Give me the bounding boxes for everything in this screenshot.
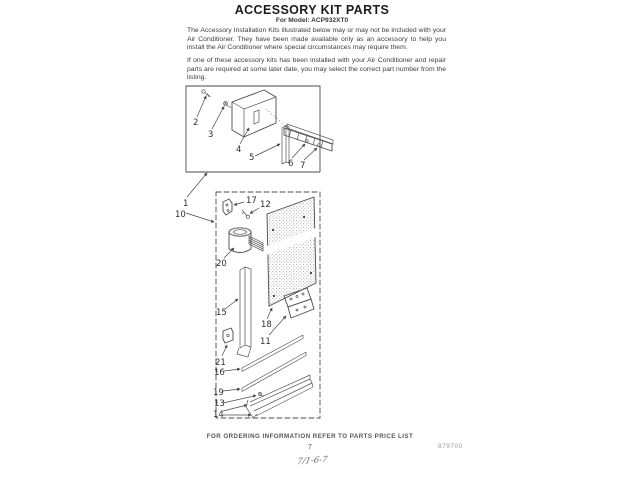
repair-paragraph: If one of these accessory kits has been installed with your Air Conditioner and repair parts are required at some later date, you may select the correct part number from the listing. (187, 57, 446, 82)
page-number: 7 (308, 444, 312, 451)
callout-2: 2 (193, 118, 199, 128)
parts-diagram (170, 80, 440, 430)
page-title: ACCESSORY KIT PARTS (234, 3, 390, 17)
gasket-roll-part-20 (229, 228, 263, 253)
leader-21 (222, 345, 227, 356)
leader-17 (234, 202, 244, 205)
ordering-note: FOR ORDERING INFORMATION REFER TO PARTS PRICE LIST (206, 433, 414, 440)
callout-13: 13 (214, 399, 225, 409)
leader-18 (267, 308, 272, 319)
callout-1: 1 (183, 199, 189, 209)
leader-5 (255, 144, 280, 156)
callout-17: 17 (246, 196, 257, 206)
callout-16: 16 (214, 368, 225, 378)
clip-part-21 (223, 328, 233, 343)
leader-6 (292, 144, 305, 158)
callout-20: 20 (216, 259, 227, 269)
bracket-part-17 (223, 199, 232, 215)
callout-18: 18 (261, 320, 272, 330)
callout-10: 10 (175, 210, 186, 220)
leader-16 (224, 369, 240, 371)
callout-7: 7 (300, 161, 306, 171)
callout-12: 12 (260, 200, 271, 210)
leader-19 (223, 389, 240, 391)
ladder-bracket-parts-6-7 (284, 124, 333, 151)
cover-part-4 (232, 90, 276, 137)
sill-rail-part-14 (246, 375, 313, 418)
screw-part-12 (242, 210, 249, 218)
leader-12 (250, 208, 259, 214)
leader-14a (223, 405, 247, 411)
leader-10 (186, 213, 214, 222)
callout-6: 6 (288, 159, 294, 169)
callout-21: 21 (215, 358, 226, 368)
handwritten-mark: 7/1-6-7 (296, 454, 329, 468)
leader-4 (240, 128, 249, 144)
model-subtitle: For Model: ACP932XT0 (275, 17, 349, 24)
callout-14: 14 (213, 410, 224, 420)
callout-11: 11 (260, 337, 271, 347)
callout-5: 5 (249, 153, 255, 163)
leader-7 (304, 148, 317, 160)
screw-part-2 (202, 90, 211, 97)
callout-19: 19 (213, 388, 224, 398)
leader-3 (212, 107, 224, 130)
lower-kit-box (213, 192, 320, 420)
rail-part-19 (242, 352, 306, 392)
filter-panel (267, 197, 316, 306)
screw-part-3 (224, 102, 231, 108)
channel-part-15 (237, 267, 251, 357)
leader-2 (197, 96, 206, 117)
intro-paragraph: The Accessory Installation Kits illustrated below may or may not be included with your Air Conditioner. They have been made available only as an accessory to help you install the Air Conditioner where special circumstances may require them. (187, 27, 446, 52)
leader-1 (187, 173, 207, 197)
callout-3: 3 (208, 130, 214, 140)
upper-kit-box (186, 86, 333, 172)
callout-4: 4 (236, 145, 242, 155)
doc-number: 879700 (438, 443, 463, 450)
callout-15: 15 (216, 308, 227, 318)
leader-15 (225, 299, 238, 309)
